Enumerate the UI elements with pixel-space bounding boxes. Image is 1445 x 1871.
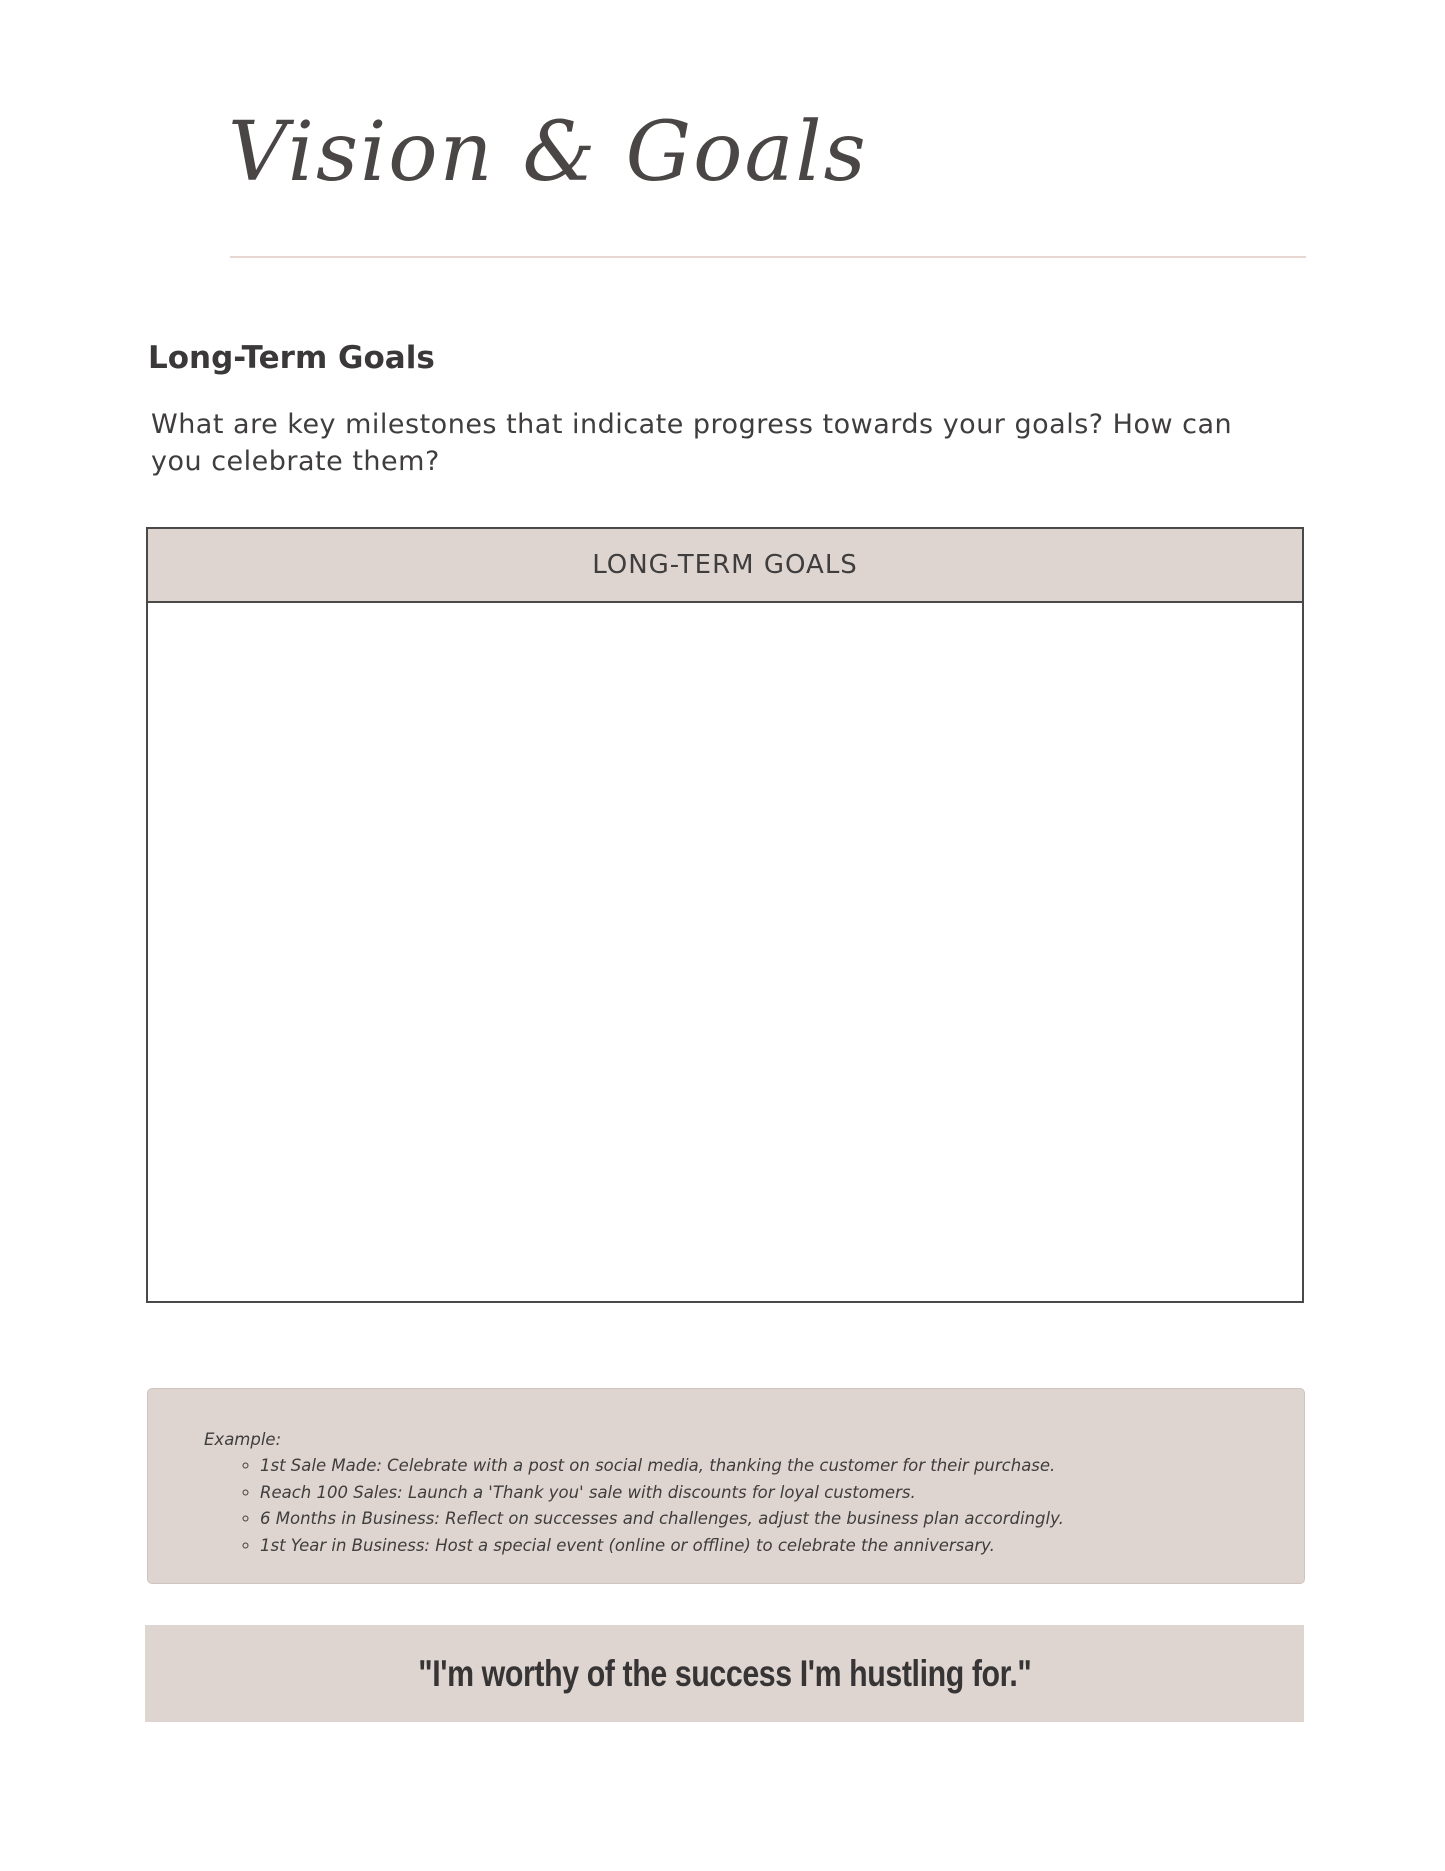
long-term-goals-box [146,527,1304,1303]
example-list [204,1453,1304,1559]
long-term-goals-writing-area[interactable] [148,603,1302,1303]
section-heading: Long-Term Goals [148,340,435,376]
example-item: ◦ 6 Months in Business: Reflect on successes and challenges, adjust the business plan accordingly. [260,1506,1304,1533]
example-item: ◦ 1st Year in Business: Host a special event (online or offline) to celebrate the anniversary. [260,1533,1304,1560]
long-term-goals-box-header: LONG-TERM GOALS [148,529,1302,603]
example-item: ◦ Reach 100 Sales: Launch a 'Thank you' sale with discounts for loyal customers. [260,1480,1304,1507]
example-item: ◦ 1st Sale Made: Celebrate with a post on social media, thanking the customer for their purchase. [260,1453,1304,1480]
section-prompt: What are key milestones that indicate progress towards your goals? How can you celebrate them? [151,409,1233,477]
affirmation-banner [145,1625,1304,1722]
example-label: Example: [204,1430,282,1449]
title-divider [230,256,1306,258]
affirmation-quote: "I'm worthy of the success I'm hustling for." [417,1652,1032,1694]
page-title: Vision & Goals [228,105,868,200]
example-box [147,1388,1305,1584]
